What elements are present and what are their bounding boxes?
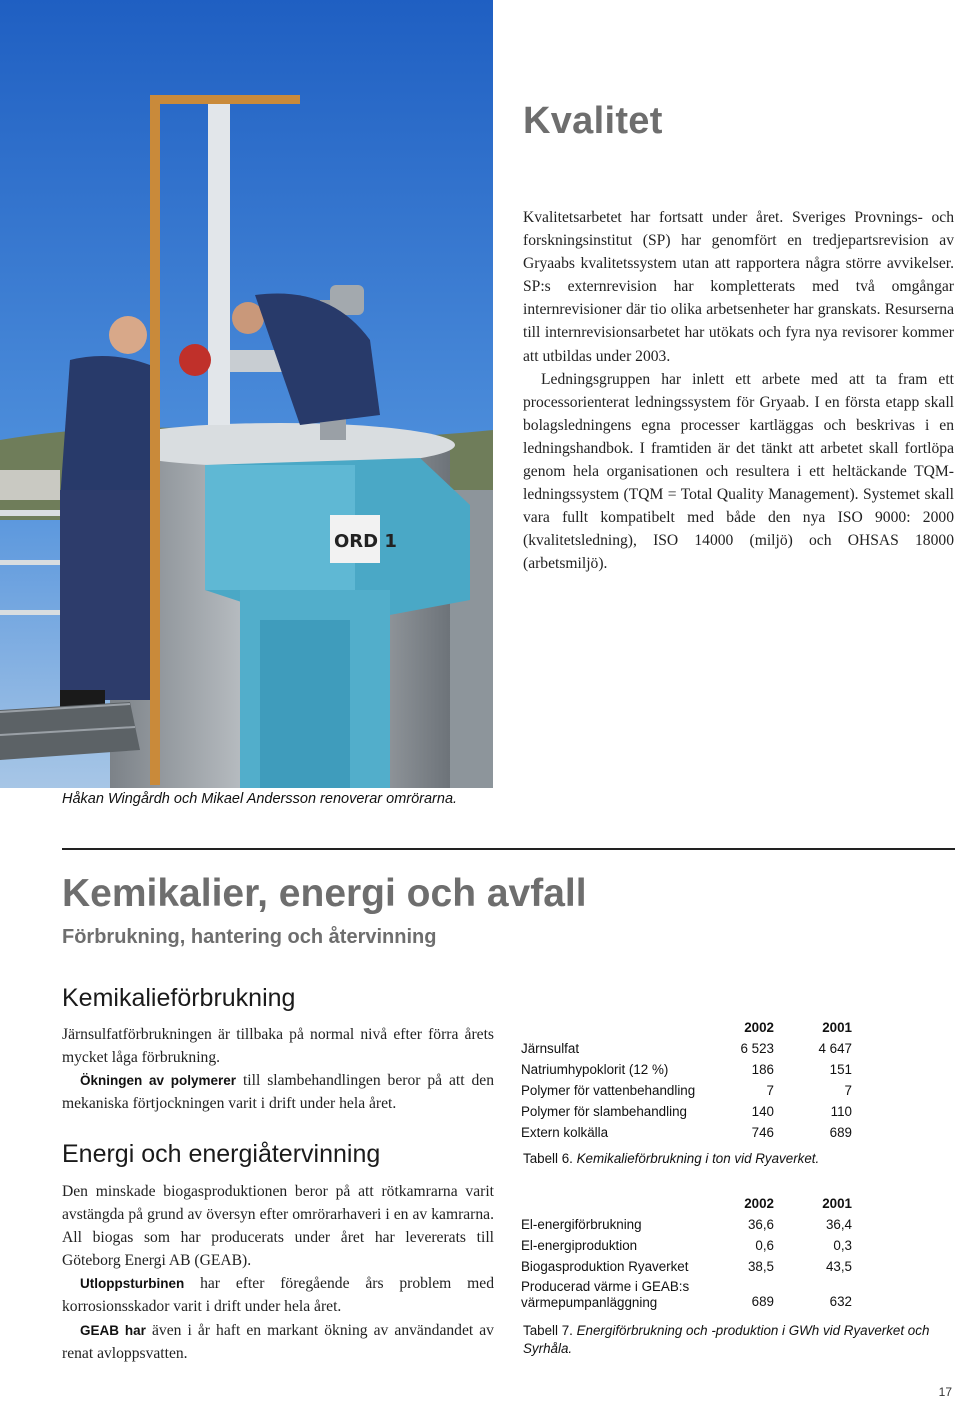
paragraph-text: även i år haft en markant ökning av användandet av renat avloppsvatten.	[62, 1321, 494, 1362]
cell-2001: 7	[844, 1083, 852, 1098]
cell-2002: 38,5	[747, 1259, 774, 1274]
row-label: Natriumhypoklorit (12 %)	[521, 1062, 669, 1077]
row-label: Producerad värme i GEAB:s värmepumpanläggning	[521, 1279, 690, 1310]
table-kemikalier	[521, 1016, 852, 1143]
paragraph-text: har efter föregående års problem med korrosionsskador varit i drift under hela året.	[62, 1275, 494, 1316]
table-7-caption	[523, 1322, 955, 1358]
cell-2002: 689	[751, 1294, 774, 1309]
machine-label: ORD 1	[334, 531, 397, 552]
cell-2001: 43,5	[825, 1259, 852, 1274]
table-energi	[521, 1192, 852, 1311]
cell-2002: 746	[751, 1125, 774, 1140]
energi-body	[62, 1180, 494, 1365]
cell-2002: 140	[751, 1104, 774, 1119]
row-label: Biogasproduktion Ryaverket	[521, 1259, 689, 1274]
row-label: Extern kolkälla	[521, 1125, 609, 1140]
run-in-lead: GEAB har	[80, 1322, 146, 1338]
table-row	[521, 1235, 852, 1256]
kvalitet-paragraph: Ledningsgruppen har inlett ett arbete med att ta fram ett processorienterat ledningssystem för Gryaab. I en första etapp skall bolagsledningens egna processer kartläggas och beskrivas i en ledningshandbok. I framtiden är det tänkt att arbetet skall fortlöpa genom hela organisationen och resultera i ett heltäckande TQM-ledningssystem (TQM = Total Quality Management). Systemet skall vara fullt kompatibelt med både den nya ISO 9000: 2000 (kvalitetsledning), ISO 14000 (miljö) och OHSAS 18000 (arbetsmiljö).	[523, 370, 954, 573]
kvalitet-heading: Kvalitet	[523, 100, 663, 142]
cell-2001: 110	[830, 1104, 852, 1119]
caption-text: Kemikalieförbrukning i ton vid Ryaverket.	[576, 1151, 820, 1166]
energi-paragraph: Den minskade biogasproduktionen beror på att rötkamrarna varit avstängda på grund av översyn efter omrörarhaveri i en av kamrarna. All biogas som har producerats under året har levererats till Göteborg Energi AB (GEAB).	[62, 1183, 494, 1270]
table-row	[521, 1122, 852, 1143]
paragraph-text: till slambehandlingen beror på att den mekaniska förtjockningen varit i drift under hela året.	[62, 1072, 494, 1113]
table-row	[521, 1256, 852, 1277]
chapter-title: Kemikalier, energi och avfall	[62, 872, 587, 915]
energi-heading: Energi och energiåtervinning	[62, 1140, 381, 1168]
cell-2001: 151	[829, 1062, 852, 1077]
table-row	[521, 1059, 852, 1080]
photo-illustration	[0, 0, 493, 788]
row-label: Järnsulfat	[521, 1041, 580, 1056]
chapter-subtitle: Förbrukning, hantering och återvinning	[62, 926, 437, 948]
table-row	[521, 1080, 852, 1101]
cell-2002: 36,6	[747, 1217, 774, 1232]
photo-caption: Håkan Wingårdh och Mikael Andersson renoverar omrörarna.	[62, 791, 458, 807]
column-header	[521, 1016, 704, 1038]
row-label: Polymer för slambehandling	[521, 1104, 687, 1119]
cell-2001: 689	[829, 1125, 852, 1140]
cell-2001: 0,3	[833, 1238, 852, 1253]
row-label: Polymer för vattenbehandling	[521, 1083, 696, 1098]
table-header-row	[521, 1192, 852, 1214]
kemikalie-heading: Kemikalieförbrukning	[62, 984, 296, 1012]
energi-paragraph-2	[62, 1272, 494, 1318]
run-in-lead: Ökningen av polymerer	[80, 1073, 237, 1089]
cell-2001: 632	[829, 1294, 852, 1309]
cell-2001: 36,4	[825, 1217, 852, 1232]
caption-label: Tabell 7.	[523, 1323, 573, 1338]
page-number: 17	[938, 1385, 952, 1399]
energi-paragraph-3	[62, 1319, 494, 1365]
column-header-2002: 2002	[744, 1019, 774, 1035]
caption-label: Tabell 6.	[523, 1151, 573, 1166]
row-label: El-energiförbrukning	[521, 1217, 642, 1232]
section-divider	[62, 848, 955, 850]
kvalitet-body	[523, 206, 954, 576]
kvalitet-paragraph: Kvalitetsarbetet har fortsatt under året. Sveriges Provnings- och forskningsinstitut (SP) har genomfört en tredjepartsrevision av Gryaabs kvalitetssystem utan att rapportera några större avvikelser. SP:s externrevision har kompletterats med två omgångar internrevisioner där tio olika arbetsenheter har granskats. Resurserna till internrevisionsarbetet har utökats och fyra nya revisorer kommer att utbildas under 2003.	[523, 209, 954, 365]
cell-2001: 4 647	[818, 1041, 852, 1056]
column-header-2002: 2002	[744, 1195, 774, 1211]
caption-text: Energiförbrukning och -produktion i GWh vid Ryaverket och Syrhåla.	[523, 1323, 930, 1356]
column-header	[521, 1192, 704, 1214]
cell-2002: 0,6	[755, 1238, 774, 1253]
photo-stirrer-renovation	[0, 0, 493, 788]
kemikalie-paragraph-2	[62, 1069, 494, 1115]
table-row	[521, 1101, 852, 1122]
table-header-row	[521, 1016, 852, 1038]
kemikalie-body	[62, 1023, 494, 1115]
cell-2002: 6 523	[740, 1041, 774, 1056]
cell-2002: 7	[766, 1083, 774, 1098]
run-in-lead: Utloppsturbinen	[80, 1276, 185, 1292]
kemikalie-paragraph: Järnsulfatförbrukningen är tillbaka på normal nivå efter förra årets mycket låga förbrukning.	[62, 1026, 494, 1067]
cell-2002: 186	[751, 1062, 774, 1077]
table-row	[521, 1214, 852, 1235]
row-label: El-energiproduktion	[521, 1238, 638, 1253]
column-header-2001: 2001	[822, 1019, 852, 1035]
column-header-2001: 2001	[822, 1195, 852, 1211]
table-6-caption	[523, 1150, 955, 1168]
table-row	[521, 1277, 852, 1311]
table-row	[521, 1038, 852, 1059]
